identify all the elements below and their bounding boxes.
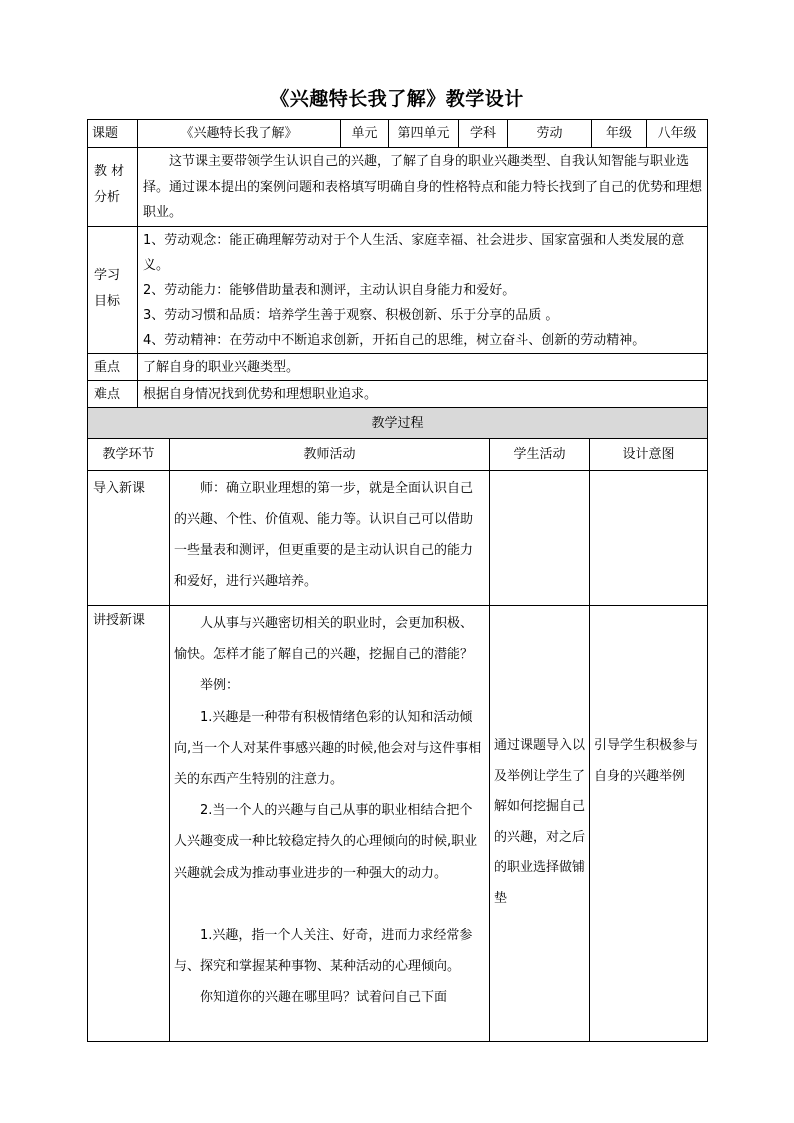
col-header-teacher: 教师活动 (303, 447, 356, 462)
subject-value: 劳动 (536, 126, 563, 141)
key-point-text: 了解自身的职业兴趣类型。 (143, 359, 300, 375)
objectives-list (143, 228, 703, 352)
page-title: 《兴趣特长我了解》教学设计 (270, 88, 524, 110)
teacher-paragraph: 举例： (200, 678, 240, 694)
teacher-activity-new-lesson (174, 608, 485, 1013)
grade-value: 八年级 (657, 126, 697, 141)
stage-intro: 导入新课 (93, 481, 146, 496)
table-border-left (87, 119, 88, 1042)
objective-item: 2、劳动能力：能够借助量表和测评，主动认识自身能力和爱好。 (143, 283, 516, 298)
process-header: 教学过程 (371, 415, 424, 431)
objective-item: 1、劳动观念：能正确理解劳动对于个人生活、家庭幸福、社会进步、国家富强和人类发展的意义。 (143, 233, 685, 273)
col-divider (169, 438, 170, 1042)
analysis-label (94, 159, 136, 219)
unit-label: 单元 (351, 126, 378, 141)
teacher-paragraph: 师：确立职业理想的第一步，就是全面认识自己的兴趣、个性、价值观、能力等。认识自己可以借助一些量表和测评，但更重要的是主动认识自己的能力和爱好，进行兴趣培养。 (174, 481, 474, 589)
teacher-paragraph: 人从事与兴趣密切相关的职业时，会更加积极、愉快。怎样才能了解自己的兴趣，挖掘自己的潜能？ (174, 616, 474, 663)
design-intent-new-lesson: 引导学生积极参与自身的兴趣举例 (594, 738, 699, 784)
analysis-label-line2: 分析 (94, 190, 121, 205)
teacher-paragraph-blank (174, 889, 485, 920)
col-divider (589, 438, 590, 1042)
objective-item: 4、劳动精神：在劳动中不断追求创新，开拓自己的思维，树立奋斗、创新的劳动精神。 (143, 333, 646, 348)
unit-value: 第四单元 (397, 126, 450, 141)
analysis-text (143, 149, 703, 225)
col-header-intent: 设计意图 (622, 447, 675, 462)
objectives-label-line2: 目标 (94, 294, 121, 309)
student-activity-new-lesson: 通过课题导入以及举例让学生了解如何挖掘自己的兴趣，对之后的职业选择做铺垫 (494, 738, 586, 906)
table-border-right (707, 119, 708, 1042)
objective-item: 3、劳动习惯和品质：培养学生善于观察、积极创新、乐于分享的品质 。 (143, 308, 559, 323)
col-divider (137, 119, 138, 407)
teacher-paragraph: 2.当一个人的兴趣与自己从事的职业相结合把个人兴趣变成一种比较稳定持久的心理倾向的时候,职业兴趣就会成为推动事业进步的一种强大的动力。 (174, 803, 478, 881)
row-divider (87, 470, 707, 471)
grade-label: 年级 (605, 126, 632, 141)
col-header-student: 学生活动 (513, 447, 566, 462)
teacher-paragraph: 1.兴趣，指一个人关注、好奇，进而力求经常参与、探究和掌握某种事物、某种活动的心理倾向。 (174, 927, 473, 975)
subject-label: 学科 (469, 126, 496, 141)
teacher-activity-intro (174, 473, 485, 597)
row-divider (87, 147, 707, 148)
teacher-paragraph: 1.兴趣是一种带有积极情绪色彩的认知和活动倾向,当一个人对某件事感兴趣的时候,他会对与这件事相关的东西产生特别的注意力。 (174, 709, 482, 788)
analysis-paragraph: 这节课主要带领学生认识自己的兴趣，了解了自身的职业兴趣类型、自我认知智能与职业选择。通过课本提出的案例问题和表格填写明确自身的性格特点和能力特长找到了自己的优势和理想职业。 (143, 154, 703, 220)
difficulty-text: 根据自身情况找到优势和理想职业追求。 (143, 386, 378, 402)
col-divider (489, 438, 490, 1042)
col-header-stage: 教学环节 (102, 447, 155, 462)
course-label: 课题 (92, 126, 119, 141)
difficulty-label: 难点 (94, 386, 121, 402)
objectives-label (94, 263, 136, 323)
teacher-paragraph: 你知道你的兴趣在哪里吗？试着问自己下面 (200, 990, 448, 1006)
key-point-label: 重点 (94, 359, 121, 375)
analysis-label-line1: 教 材 (94, 164, 125, 179)
row-divider (87, 605, 707, 606)
course-value: 《兴趣特长我了解》 (180, 126, 298, 141)
objectives-label-line1: 学习 (94, 268, 121, 283)
stage-new-lesson: 讲授新课 (93, 613, 146, 628)
row-divider (87, 226, 707, 227)
table-border-bottom (87, 1041, 707, 1042)
